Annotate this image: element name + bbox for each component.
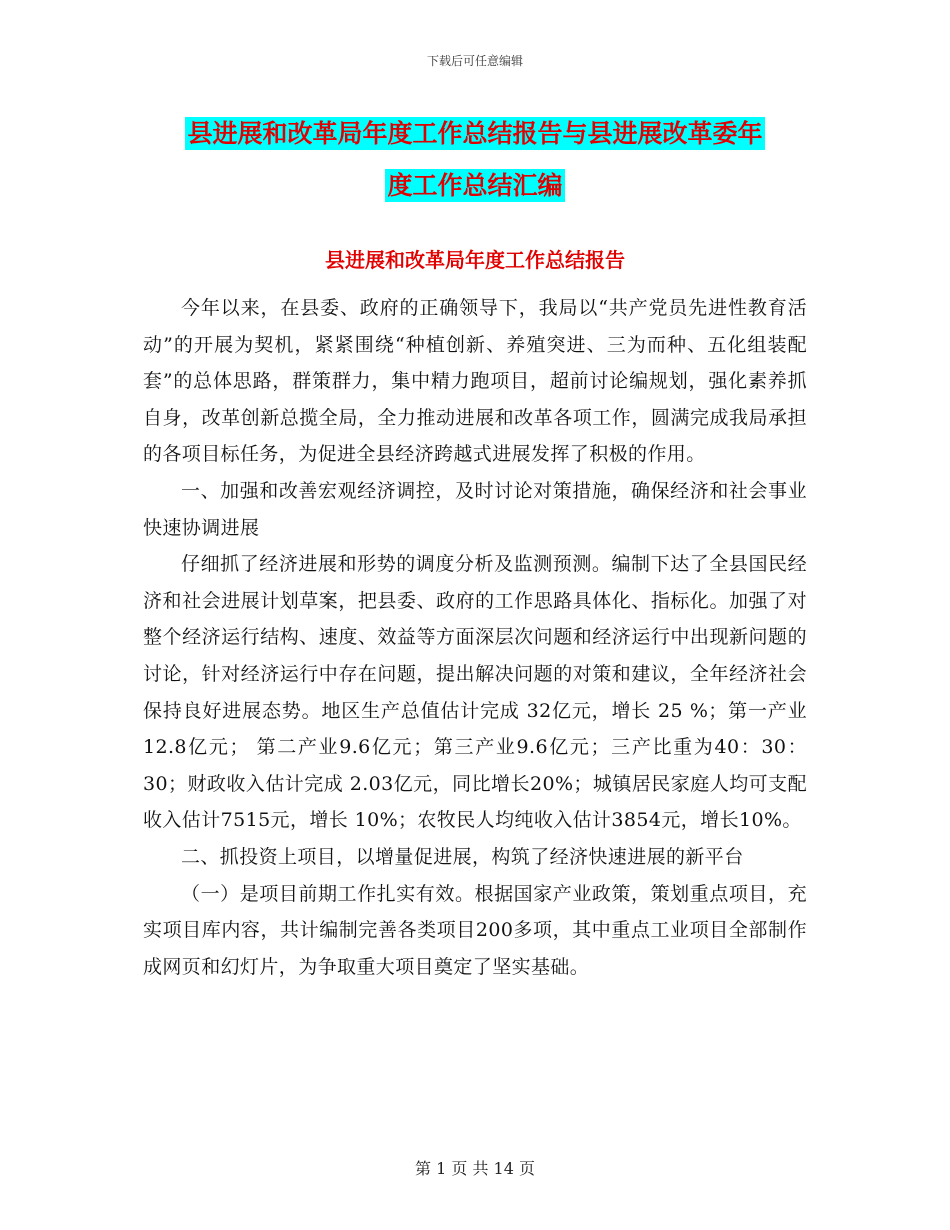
heading-one: 一、加强和改善宏观经济调控，及时讨论对策措施，确保经济和社会事业快速协调进展 bbox=[143, 479, 807, 539]
page-footer: 第 1 页 共 14 页 bbox=[415, 1159, 535, 1178]
paragraph-economy: 仔细抓了经济进展和形势的调度分析及监测预测。编制下达了全县国民经济和社会进展计划草案，把县委、政府的工作思路具体化、指标化。加强了对整个经济运行结构、速度、效益等方面深层次问题和经济运行中出现新问题的讨论，针对经济运行中存在问题，提出解决问题的对策和建议，全年经济社会保持良好进展态势。地区生产总值估计完成 32亿元，增长 25 %；第一产业 12.8亿元； 第二产业9.6亿元；第三产业9.6亿元；三产比重为40：30：30；财政收入估计完成 2.03亿元，同比增长20%；城镇居民家庭人均可支配收入估计7515元，增长 10%；农牧民人均纯收入估计3854元，增长10%。 bbox=[143, 553, 807, 832]
document-title-line-1: 县进展和改革局年度工作总结报告与县进展改革委年 bbox=[187, 119, 763, 148]
header-note: 下载后可任意编辑 bbox=[426, 54, 523, 68]
paragraph-intro: 今年以来，在县委、政府的正确领导下，我局以“共产党员先进性教育活动”的开展为契机，紧紧围绕“种植创新、养殖突进、三为而种、五化组装配套”的总体思路，群策群力，集中精力跑项目，超前讨论编规划，强化素养抓自身，改革创新总揽全局，全力推动进展和改革各项工作，圆满完成我局承担的各项目标任务，为促进全县经济跨越式进展发挥了积极的作用。 bbox=[143, 297, 807, 466]
heading-two: 二、抓投资上项目，以增量促进展，构筑了经济快速进展的新平台 bbox=[181, 845, 744, 868]
document-title-line-2: 度工作总结汇编 bbox=[387, 171, 563, 200]
document-body bbox=[143, 290, 807, 985]
section-title: 县进展和改革局年度工作总结报告 bbox=[325, 248, 625, 272]
paragraph-projects: （一）是项目前期工作扎实有效。根据国家产业政策，策划重点项目，充实项目库内容，共计编制完善各类项目200多项，其中重点工业项目全部制作成网页和幻灯片，为争取重大项目奠定了坚实基础。 bbox=[143, 882, 807, 978]
document-title bbox=[0, 108, 950, 212]
